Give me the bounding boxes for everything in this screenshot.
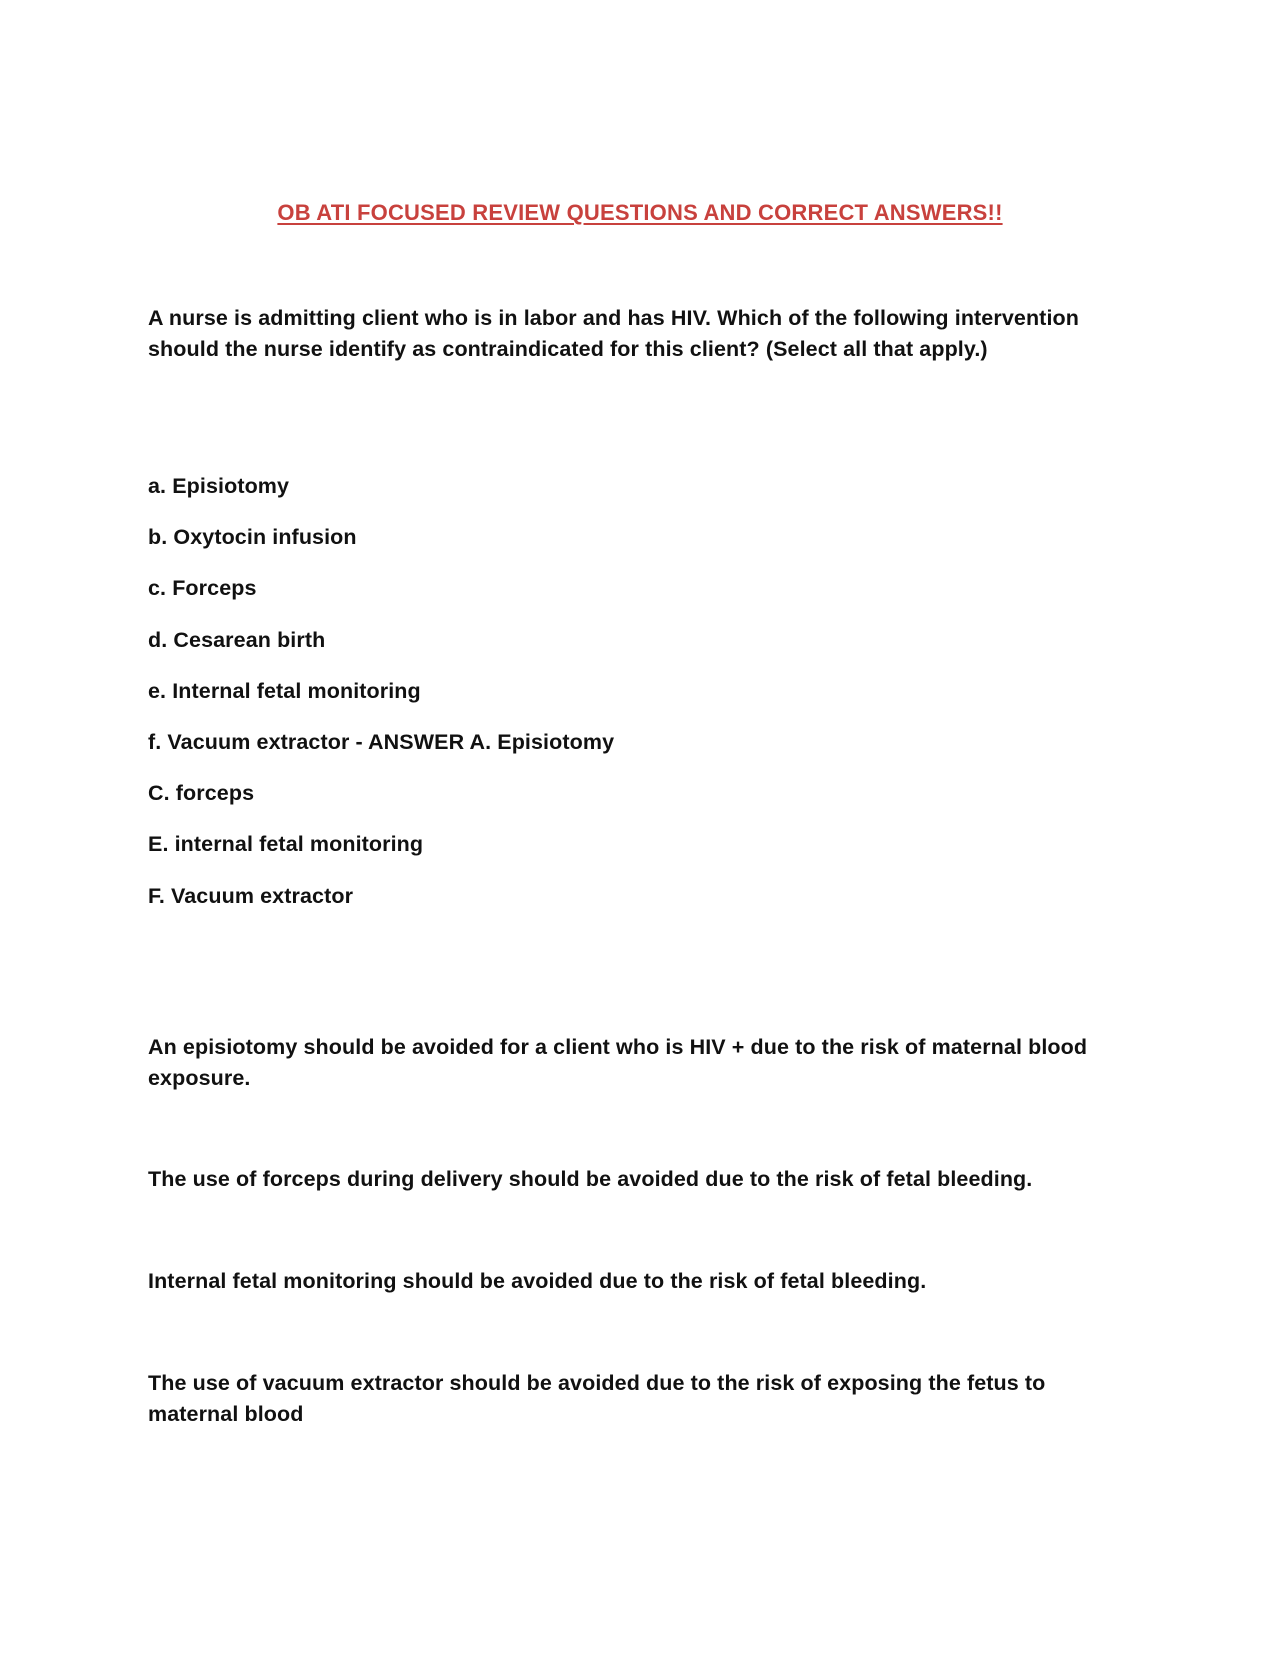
- answer-e: E. internal fetal monitoring: [148, 832, 424, 857]
- option-c: c. Forceps: [148, 576, 257, 601]
- rationale-internal-monitoring: Internal fetal monitoring should be avoided due to the risk of fetal bleeding.: [148, 1269, 927, 1293]
- option-d: d. Cesarean birth: [148, 627, 326, 652]
- answer-options: [148, 471, 614, 932]
- option-b: b. Oxytocin infusion: [148, 525, 357, 550]
- answer-c: C. forceps: [148, 781, 255, 806]
- rationale-vacuum-extractor: The use of vacuum extractor should be avoided due to the risk of exposing the fetus to maternal blood: [148, 1371, 1046, 1426]
- option-e: e. Internal fetal monitoring: [148, 678, 421, 703]
- option-f-with-answer: f. Vacuum extractor - ANSWER A. Episiotomy: [148, 729, 615, 754]
- answer-f: F. Vacuum extractor: [148, 883, 354, 908]
- document-title: OB ATI FOCUSED REVIEW QUESTIONS AND CORRECT ANSWERS!!: [277, 200, 1003, 225]
- rationale-forceps: The use of forceps during delivery should be avoided due to the risk of fetal bleeding.: [148, 1167, 1033, 1191]
- rationale-episiotomy: An episiotomy should be avoided for a client who is HIV + due to the risk of maternal blood exposure.: [148, 1035, 1088, 1090]
- option-a: a. Episiotomy: [148, 474, 290, 498]
- question-text: A nurse is admitting client who is in labor and has HIV. Which of the following intervention should the nurse identify as contraindicated for this client? (Select all that apply.): [148, 306, 1079, 361]
